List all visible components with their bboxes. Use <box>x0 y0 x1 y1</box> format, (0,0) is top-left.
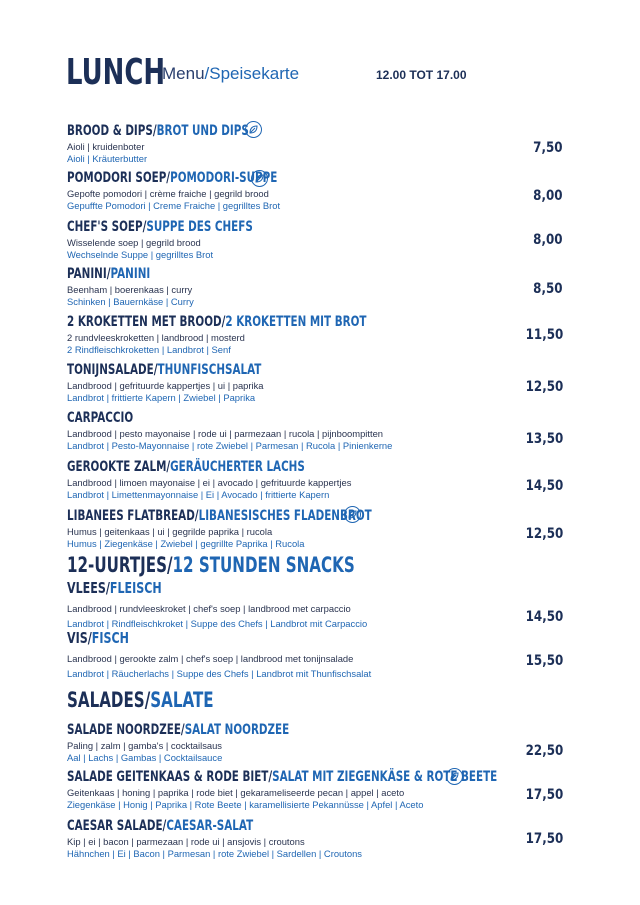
item-name-de: SALAT NOORDZEE <box>184 722 290 738</box>
item-name-nl: SALADE GEITENKAAS & RODE BIET <box>67 769 269 785</box>
item-title: VLEES/FLEISCH <box>67 579 162 597</box>
section-title-snacks: 12-UURTJES/12 STUNDEN SNACKS <box>67 553 355 577</box>
item-title: CHEF'S SOEP/SUPPE DES CHEFS <box>67 219 253 235</box>
item-name-de: FLEISCH <box>109 579 162 597</box>
item-description-nl: Wisselende soep | gegrild brood <box>67 237 201 248</box>
item-title: SALADE GEITENKAAS & RODE BIET/SALAT MIT ZIEGENKÄSE & ROTE BEETE <box>67 769 498 785</box>
item-price: 22,50 <box>525 743 563 759</box>
item-name-de: THUNFISCHSALAT <box>157 362 262 378</box>
item-description-de: Landbrot | Pesto-Mayonnaise | rote Zwiebel | Parmesan | Rucola | Pinienkerne <box>67 440 393 451</box>
item-description-nl: Paling | zalm | gamba's | cocktailsaus <box>67 740 222 751</box>
item-description-de: Aioli | Kräuterbutter <box>67 153 148 164</box>
item-name-nl: SALADE NOORDZEE <box>67 722 181 738</box>
section-title-nl: 12-UURTJES <box>67 553 168 577</box>
item-name-nl: CAESAR SALADE <box>67 818 163 834</box>
item-description-de: Wechselnde Suppe | gegrilltes Brot <box>67 249 214 260</box>
item-name-de: 2 KROKETTEN MIT BROT <box>225 314 367 330</box>
item-title: VIS/FISCH <box>67 629 129 647</box>
item-name-de: CAESAR-SALAT <box>166 818 254 834</box>
item-title: LIBANEES FLATBREAD/LIBANESISCHES FLADENBROT <box>67 508 372 524</box>
item-description-de: Schinken | Bauernkäse | Curry <box>67 296 194 307</box>
item-name-nl: GEROOKTE ZALM <box>67 459 167 475</box>
item-description-de: Landbrot | Räucherlachs | Suppe des Chefs | Landbrot mit Thunfischsalat <box>67 668 372 679</box>
item-name-de: FISCH <box>91 629 129 647</box>
menu-label-de: Speisekarte <box>209 64 300 83</box>
item-name-nl: POMODORI SOEP <box>67 170 167 186</box>
item-price: 12,50 <box>525 526 563 542</box>
item-name-de: BROT UND DIPS <box>156 123 249 139</box>
item-price: 12,50 <box>525 379 563 395</box>
item-name-de: SALAT MIT ZIEGENKÄSE & ROTE BEETE <box>272 769 498 785</box>
item-price: 8,50 <box>533 281 563 297</box>
menu-item <box>67 219 567 261</box>
item-title: TONIJNSALADE/THUNFISCHSALAT <box>67 362 262 378</box>
item-description-de: Gepuffte Pomodori | Creme Fraiche | gegrilltes Brot <box>67 200 281 211</box>
menu-item <box>67 410 567 452</box>
item-price: 13,50 <box>525 431 563 447</box>
item-description-nl: Landbrood | gefrituurde kappertjes | ui | paprika <box>67 380 264 391</box>
item-description-nl: Landbrood | limoen mayonaise | ei | avocado | gefrituurde kappertjes <box>67 477 352 488</box>
item-description-nl: 2 rundvleeskroketten | landbrood | mosterd <box>67 332 245 343</box>
item-price: 15,50 <box>525 653 563 669</box>
item-price: 11,50 <box>525 327 563 343</box>
item-title: BROOD & DIPS/BROT UND DIPS <box>67 123 249 139</box>
item-name-nl: VLEES <box>67 579 106 597</box>
menu-item <box>67 459 567 501</box>
item-name-nl: PANINI <box>67 266 107 282</box>
item-title: PANINI/PANINI <box>67 266 151 282</box>
item-title: GEROOKTE ZALM/GERÄUCHERTER LACHS <box>67 459 305 475</box>
item-description-nl: Aioli | kruidenboter <box>67 141 145 152</box>
item-description-de: Landbrot | Limettenmayonnaise | Ei | Avocado | frittierte Kapern <box>67 489 330 500</box>
vegetarian-leaf-icon <box>344 506 361 523</box>
item-description-nl: Humus | geitenkaas | ui | gegrilde paprika | rucola <box>67 526 273 537</box>
menu-subtitle <box>162 64 299 84</box>
item-description-de: Landbrot | Rindfleischkroket | Suppe des Chefs | Landbrot mit Carpaccio <box>67 618 368 629</box>
item-title: CAESAR SALADE/CAESAR-SALAT <box>67 818 254 834</box>
item-description-nl: Landbrood | gerookte zalm | chef's soep | landbrood met tonijnsalade <box>67 653 354 664</box>
item-title: 2 KROKETTEN MET BROOD/2 KROKETTEN MIT BROT <box>67 314 367 330</box>
item-description-nl: Beenham | boerenkaas | curry <box>67 284 193 295</box>
item-name-nl: VIS <box>67 629 88 647</box>
page-title: LUNCH <box>66 52 166 93</box>
item-price: 8,00 <box>533 188 563 204</box>
item-description-nl: Landbrood | rundvleeskroket | chef's soep | landbrood met carpaccio <box>67 603 351 614</box>
menu-item <box>67 769 567 811</box>
menu-item <box>67 818 567 860</box>
item-price: 14,50 <box>525 609 563 625</box>
vegetarian-leaf-icon <box>251 170 268 187</box>
menu-item <box>67 630 567 681</box>
item-title: POMODORI SOEP/POMODORI-SUPPE <box>67 170 278 186</box>
item-name-nl: LIBANEES FLATBREAD <box>67 508 195 524</box>
menu-item <box>67 362 567 404</box>
item-title: CARPACCIO <box>67 410 134 426</box>
title-separator: / <box>204 64 210 83</box>
item-price: 17,50 <box>525 831 563 847</box>
section-title-de: 12 STUNDEN SNACKS <box>172 553 355 577</box>
item-description-nl: Gepofte pomodori | crème fraiche | gegrild brood <box>67 188 269 199</box>
item-name-de: SUPPE DES CHEFS <box>146 219 253 235</box>
item-name-nl: BROOD & DIPS <box>67 123 153 139</box>
item-description-nl: Kip | ei | bacon | parmezaan | rode ui | ansjovis | croutons <box>67 836 305 847</box>
item-description-de: Landbrot | frittierte Kapern | Zwiebel | Paprika <box>67 392 256 403</box>
menu-label-nl: Menu <box>162 64 205 83</box>
menu-item <box>67 314 567 356</box>
item-title: SALADE NOORDZEE/SALAT NOORDZEE <box>67 722 290 738</box>
item-description-nl: Geitenkaas | honing | paprika | rode biet | gekarameliseerde pecan | appel | aceto <box>67 787 405 798</box>
item-description-de: Humus | Ziegenkäse | Zwiebel | gegrillte Paprika | Rucola <box>67 538 305 549</box>
section-title-de: SALATE <box>150 688 214 712</box>
item-description-nl: Landbrood | pesto mayonaise | rode ui | parmezaan | rucola | pijnboompitten <box>67 428 384 439</box>
menu-item <box>67 170 567 212</box>
item-description-de: Aal | Lachs | Gambas | Cocktailsauce <box>67 752 223 763</box>
item-price: 7,50 <box>533 140 563 156</box>
vegetarian-leaf-icon <box>446 768 463 785</box>
item-price: 17,50 <box>525 787 563 803</box>
section-title-salads: SALADES/SALATE <box>67 688 214 712</box>
section-title-nl: SALADES <box>67 688 145 712</box>
item-price: 14,50 <box>525 478 563 494</box>
menu-item <box>67 266 567 308</box>
item-name-nl: TONIJNSALADE <box>67 362 154 378</box>
item-name-de: POMODORI-SUPPE <box>170 170 278 186</box>
menu-header <box>66 52 586 96</box>
menu-item <box>67 580 567 631</box>
item-description-de: Ziegenkäse | Honig | Paprika | Rote Beete | karamellisierte Pekannüsse | Apfel | Aceto <box>67 799 424 810</box>
vegetarian-leaf-icon <box>245 121 262 138</box>
item-name-de: LIBANESISCHES FLADENBROT <box>198 508 372 524</box>
item-name-de: PANINI <box>110 266 151 282</box>
menu-item <box>67 508 567 550</box>
item-name-de: GERÄUCHERTER LACHS <box>170 459 305 475</box>
item-name-nl: 2 KROKETTEN MET BROOD <box>67 314 222 330</box>
item-price: 8,00 <box>533 232 563 248</box>
menu-item <box>67 722 567 764</box>
menu-item <box>67 123 567 165</box>
opening-hours: 12.00 TOT 17.00 <box>376 68 467 82</box>
item-description-de: Hähnchen | Ei | Bacon | Parmesan | rote Zwiebel | Sardellen | Croutons <box>67 848 362 859</box>
item-name-nl: CHEF'S SOEP <box>67 219 143 235</box>
item-description-de: 2 Rindfleischkroketten | Landbrot | Senf <box>67 344 231 355</box>
